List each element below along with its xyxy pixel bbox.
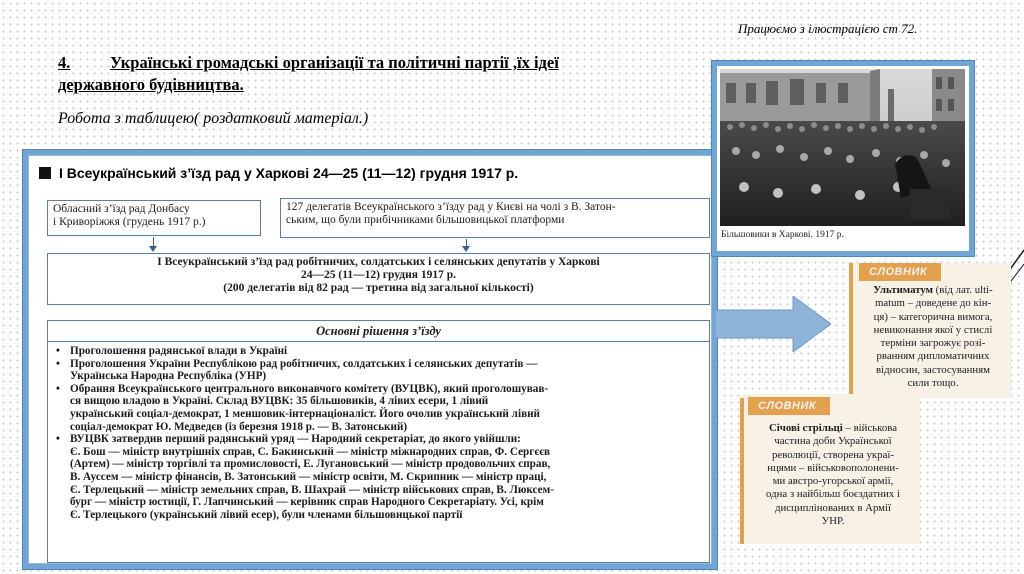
box-decisions bbox=[47, 320, 710, 563]
bullet-icon: • bbox=[56, 357, 60, 370]
congress-table bbox=[28, 155, 712, 564]
decision-line: Проголошення України Республікою рад робітничих, солдатських і селянських депутатів — bbox=[70, 357, 538, 370]
decisions-list bbox=[48, 342, 709, 521]
box-delegates-line: ським, що були прибічниками більшовицької платформи bbox=[286, 214, 565, 226]
bullet-icon: • bbox=[56, 433, 60, 446]
square-bullet-icon bbox=[39, 167, 51, 179]
glossary-line: терміни загрожує розі- bbox=[880, 337, 986, 350]
decision-line: бург — міністр юстиції, Г. Лапчинський — керівник справ Народного Секретаріату. Усі, крім bbox=[70, 496, 544, 509]
card-edge bbox=[740, 398, 744, 544]
card-edge bbox=[849, 263, 853, 398]
decision-line: ВУЦВК затвердив перший радянський уряд — Народний секретаріат, до якого увійшли: bbox=[70, 433, 521, 446]
box-congress-line: I Всеукраїнський з’їзд рад робітничих, солдатських і селянських депутатів у Харкові bbox=[157, 256, 600, 268]
decision-line: Є. Терлецького (український лівий есер), були членами більшовицької партії bbox=[70, 508, 463, 521]
glossary-line: нцями – військовополонени- bbox=[767, 461, 899, 474]
bolsheviks-photo bbox=[720, 69, 965, 226]
heading-line-1: Українські громадські організації та політичні партії ,їх ідеї bbox=[110, 53, 559, 72]
glossary-term: Січові стрільці bbox=[769, 422, 843, 434]
decision-line: В. Ауссем — міністр фінансів, В. Затонський — міністр освіти, М. Скрипник — міністр праці, bbox=[70, 470, 547, 483]
box-congress-line: 24—25 (11—12) грудня 1917 р. bbox=[301, 269, 456, 281]
glossary-line: ця) – категорична вимога, bbox=[873, 310, 993, 323]
glossary-line: рванням дипломатичних bbox=[876, 350, 990, 363]
box-donbas-line: і Криворіжжя (грудень 1917 р.) bbox=[53, 216, 206, 228]
glossary-line: сили тощо. bbox=[907, 377, 959, 390]
glossary-line: matum – доведене до кін- bbox=[874, 297, 992, 310]
photo-frame bbox=[711, 60, 975, 257]
glossary-line: – військова bbox=[842, 422, 897, 434]
glossary-line: (від лат. ulti- bbox=[932, 284, 993, 296]
section-heading bbox=[58, 52, 698, 96]
decision-line: ся вищою владою в Україні. Склад ВУЦВК: 35 більшовиків, 4 лівих есери, 1 лівий bbox=[70, 395, 489, 408]
glossary-line: дисциплінованих в Армії bbox=[774, 501, 892, 514]
arrow-right-icon bbox=[715, 296, 831, 352]
heading-number: 4. bbox=[58, 53, 71, 72]
decision-line: (Артем) — міністр торгівлі та промисловості, Е. Лугановський — міністр продовольчих справ, bbox=[70, 458, 551, 471]
heading-line-2: державного будівництва. bbox=[58, 75, 244, 94]
box-delegates-line: 127 делегатів Всеукраїнського з’їзду рад у Києві на чолі з В. Затон- bbox=[286, 201, 616, 213]
decision-line: Є. Бош — міністр внутрішніх справ, С. Бакинський — міністр міжнародних справ, Ф. Сергєєв bbox=[70, 445, 551, 458]
box-donbas-line: Обласний з’їзд рад Донбасу bbox=[53, 203, 190, 215]
congress-table-frame bbox=[22, 149, 718, 570]
decision-item bbox=[56, 433, 701, 521]
glossary-line: ми австро-угорської армії, bbox=[772, 475, 894, 488]
glossary-line: частина доби Української bbox=[774, 435, 892, 448]
decisions-header: Основні рішення з’їзду bbox=[48, 321, 709, 342]
decision-line: Українська Народна Республіка (УНР) bbox=[70, 370, 267, 383]
decision-line: соціал-демократ Ю. Медведєв (із березня 1918 р. — В. Затонський) bbox=[70, 420, 408, 433]
glossary-line: одна з найбільш боєздатних і bbox=[766, 488, 900, 501]
glossary-card-ultimatum bbox=[851, 263, 1011, 398]
glossary-definition bbox=[863, 284, 1003, 390]
photo-caption: Більшовики в Харкові. 1917 р. bbox=[721, 230, 844, 240]
glossary-card-sich-riflemen bbox=[742, 394, 920, 544]
decision-item bbox=[56, 345, 701, 358]
table-title bbox=[39, 165, 518, 181]
box-congress-line: (200 делегатів від 82 рад — третина від загальної кількості) bbox=[223, 282, 534, 294]
glossary-definition bbox=[758, 422, 908, 528]
photo-card bbox=[717, 66, 969, 251]
decision-line: український соціал-демократ, 1 меншовик-інтернаціоналіст. Його очолив український лівий bbox=[70, 407, 540, 420]
decision-item bbox=[56, 358, 701, 383]
subheading: Робота з таблицею( роздатковий матеріал.) bbox=[58, 110, 369, 127]
arrow-down-icon bbox=[149, 246, 157, 252]
glossary-tab: СЛОВНИК bbox=[748, 397, 830, 415]
glossary-line: УНР. bbox=[821, 515, 845, 528]
table-title-text: I Всеукраїнський з’їзд рад у Харкові 24—25 (11—12) грудня 1917 р. bbox=[59, 165, 519, 181]
bullet-icon: • bbox=[56, 382, 60, 395]
box-donbas-congress bbox=[47, 200, 261, 236]
glossary-line: відносин, застосуванням bbox=[875, 363, 991, 376]
glossary-tab: СЛОВНИК bbox=[859, 263, 941, 281]
decision-item bbox=[56, 383, 701, 433]
decision-line: Є. Терлецький — міністр земельних справ, В. Шахрай — міністр військових справ, В. Люксем- bbox=[70, 483, 554, 496]
glossary-line: революції, створена украї- bbox=[772, 448, 894, 461]
bullet-icon: • bbox=[56, 345, 60, 357]
box-kyiv-delegates bbox=[280, 198, 710, 238]
box-kharkiv-congress bbox=[47, 253, 710, 305]
decision-line: Обрання Всеукраїнського центрального виконавчого комітету (ВУЦВК), який проголошував- bbox=[70, 382, 549, 395]
decision-line: Проголошення радянської влади в Україні bbox=[70, 345, 288, 357]
glossary-line: невиконання якої у стислі bbox=[873, 323, 993, 336]
glossary-term: Ультиматум bbox=[873, 284, 933, 296]
top-note: Працюємо з ілюстрацією ст 72. bbox=[738, 21, 918, 36]
arrow-down-icon bbox=[462, 246, 470, 252]
